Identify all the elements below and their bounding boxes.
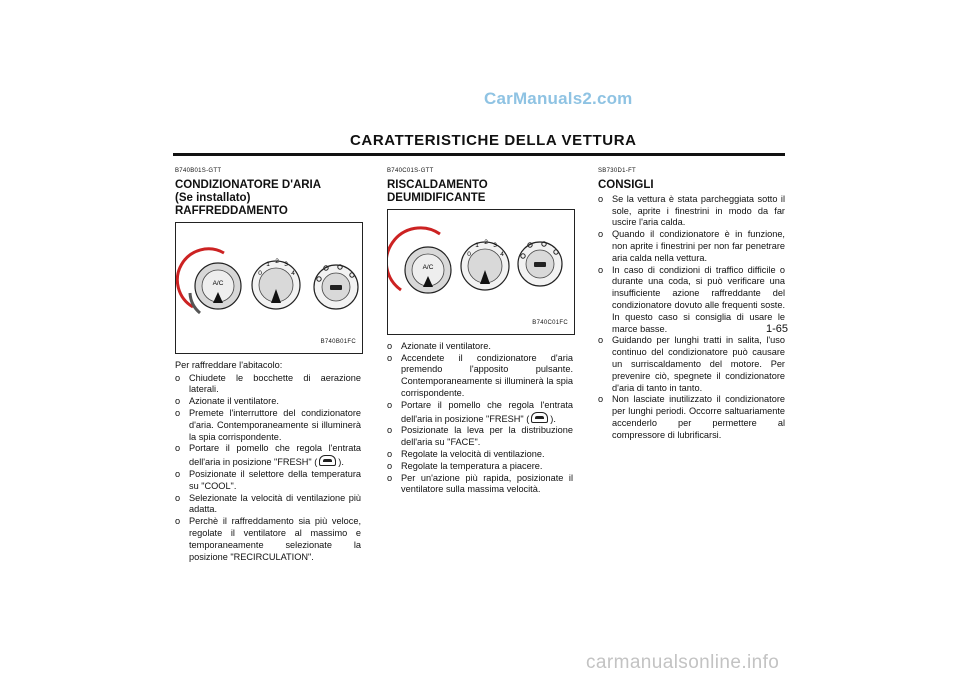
section-code: SB730D1-FT [598, 168, 637, 174]
fan-speed-3: 3 [284, 260, 288, 268]
section-title-line: RAFFREDDAMENTO [175, 204, 288, 217]
watermark-bottom[interactable]: carmanualsonline.info [586, 652, 780, 673]
list-item: o Regolate la temperatura a piacere. [387, 461, 573, 473]
fan-speed-4: 4 [291, 269, 295, 277]
list-item: o Quando il condizionatore è in funzione, non aprite i finestrini per non far penetrare aria calda nella vettura. [598, 229, 785, 264]
figure-code: B740B01FC [320, 339, 356, 345]
list-item: o Per un'azione più rapida, posizionate il ventilatore sulla massima velocità. [387, 473, 573, 497]
instruction-list [175, 373, 361, 564]
list-item: o In caso di condizioni di traffico difficile o durante una coda, si può verificare una insufficiente azione raffreddante del condizionatore dovuto alle frequenti soste. In questo caso si consiglia di usare le marce basse. [598, 265, 785, 336]
section-title: RISCALDAMENTO DEUMIDIFICANTE [387, 178, 488, 204]
section-title-line: (Se installato) [175, 191, 251, 204]
list-item: o Posizionate il selettore della temperatura su "COOL". [175, 469, 361, 493]
list-item-text: ). [338, 457, 344, 468]
list-item: o Chiudete le bocchette di aerazione laterali. [175, 373, 361, 397]
list-item: o Posizionate la leva per la distribuzione dell'aria su "FACE". [387, 425, 573, 449]
fan-speed-2: 2 [275, 257, 279, 265]
section-dehumidifying-heating [387, 166, 573, 496]
instruction-list [387, 341, 573, 496]
ac-label: A/C [422, 263, 434, 271]
section-title: CONSIGLI [598, 178, 654, 191]
fan-speed-0: 0 [467, 250, 471, 258]
fan-speed-3: 3 [493, 241, 497, 249]
list-item [175, 443, 361, 469]
list-item-text: Portare il pomello che regola l'entrata dell'aria in posizione "FRESH" ( [401, 399, 573, 424]
figure-code: B740C01FC [532, 320, 568, 326]
climate-panel-illustration [388, 210, 574, 334]
list-item-text: Portare il pomello che regola l'entrata dell'aria in posizione "FRESH" ( [189, 443, 361, 468]
list-item: o Azionate il ventilatore. [387, 341, 573, 353]
fan-speed-4: 4 [500, 250, 504, 258]
section-tips [598, 166, 785, 442]
list-item: o Se la vettura è stata parcheggiata sotto il sole, aprite i finestrini in modo da far uscire l'aria calda. [598, 194, 785, 229]
fresh-air-icon [319, 455, 336, 466]
list-item: o Selezionate la velocità di ventilazione più adatta. [175, 493, 361, 517]
page-number: 1-65 [766, 323, 789, 335]
recirculation-icon [330, 285, 342, 290]
climate-control-figure [387, 209, 575, 335]
section-title [175, 179, 361, 218]
watermark-top[interactable]: CarManuals2.com [484, 89, 633, 108]
list-item: o Regolate la velocità di ventilazione. [387, 449, 573, 461]
list-item: o Guidando per lunghi tratti in salita, l'uso continuo del condizionatore può causare un surriscaldamento del motore. Per prevenire ciò, spegnete il condizionatore d'aria di tanto in tanto. [598, 335, 785, 394]
fan-speed-1: 1 [266, 260, 270, 268]
fan-speed-1: 1 [475, 241, 479, 249]
section-title-line: CONDIZIONATORE D'ARIA [175, 178, 322, 191]
fan-speed-0: 0 [258, 269, 262, 277]
section-code: B740C01S-GTT [387, 168, 434, 174]
instructions-intro: Per raffreddare l'abitacolo: [175, 359, 283, 370]
climate-control-figure [175, 222, 363, 354]
header-rule [173, 153, 785, 156]
list-item: o Non lasciate inutilizzato il condizionatore per lunghi periodi. Occorre saltuariamente accenderlo per permettere al compressore di lubrificarsi. [598, 394, 785, 441]
list-item: o Azionate il ventilatore. [175, 396, 361, 408]
list-item [387, 400, 573, 426]
section-cooling [175, 166, 361, 563]
ac-label: A/C [212, 279, 224, 287]
section-code: B740B01S-GTT [175, 168, 222, 174]
climate-panel-illustration [176, 223, 362, 353]
list-item: o Accendete il condizionatore d'aria premendo l'apposito pulsante. Contemporaneamente si illuminerà la spia corrispondente. [387, 353, 573, 400]
recirculation-icon [534, 262, 546, 267]
fresh-air-icon [531, 412, 548, 423]
tips-list [598, 194, 785, 442]
page-title: CARATTERISTICHE DELLA VETTURA [350, 132, 637, 149]
list-item-text: ). [550, 413, 556, 424]
list-item: o Perchè il raffreddamento sia più veloce, regolate il ventilatore al massimo e temporaneamente selezionate la posizione "RECIRCULATION". [175, 516, 361, 563]
fan-speed-2: 2 [484, 238, 488, 246]
list-item: o Premete l'interruttore del condizionatore d'aria. Contemporaneamente si illuminerà la spia corrispondente. [175, 408, 361, 443]
